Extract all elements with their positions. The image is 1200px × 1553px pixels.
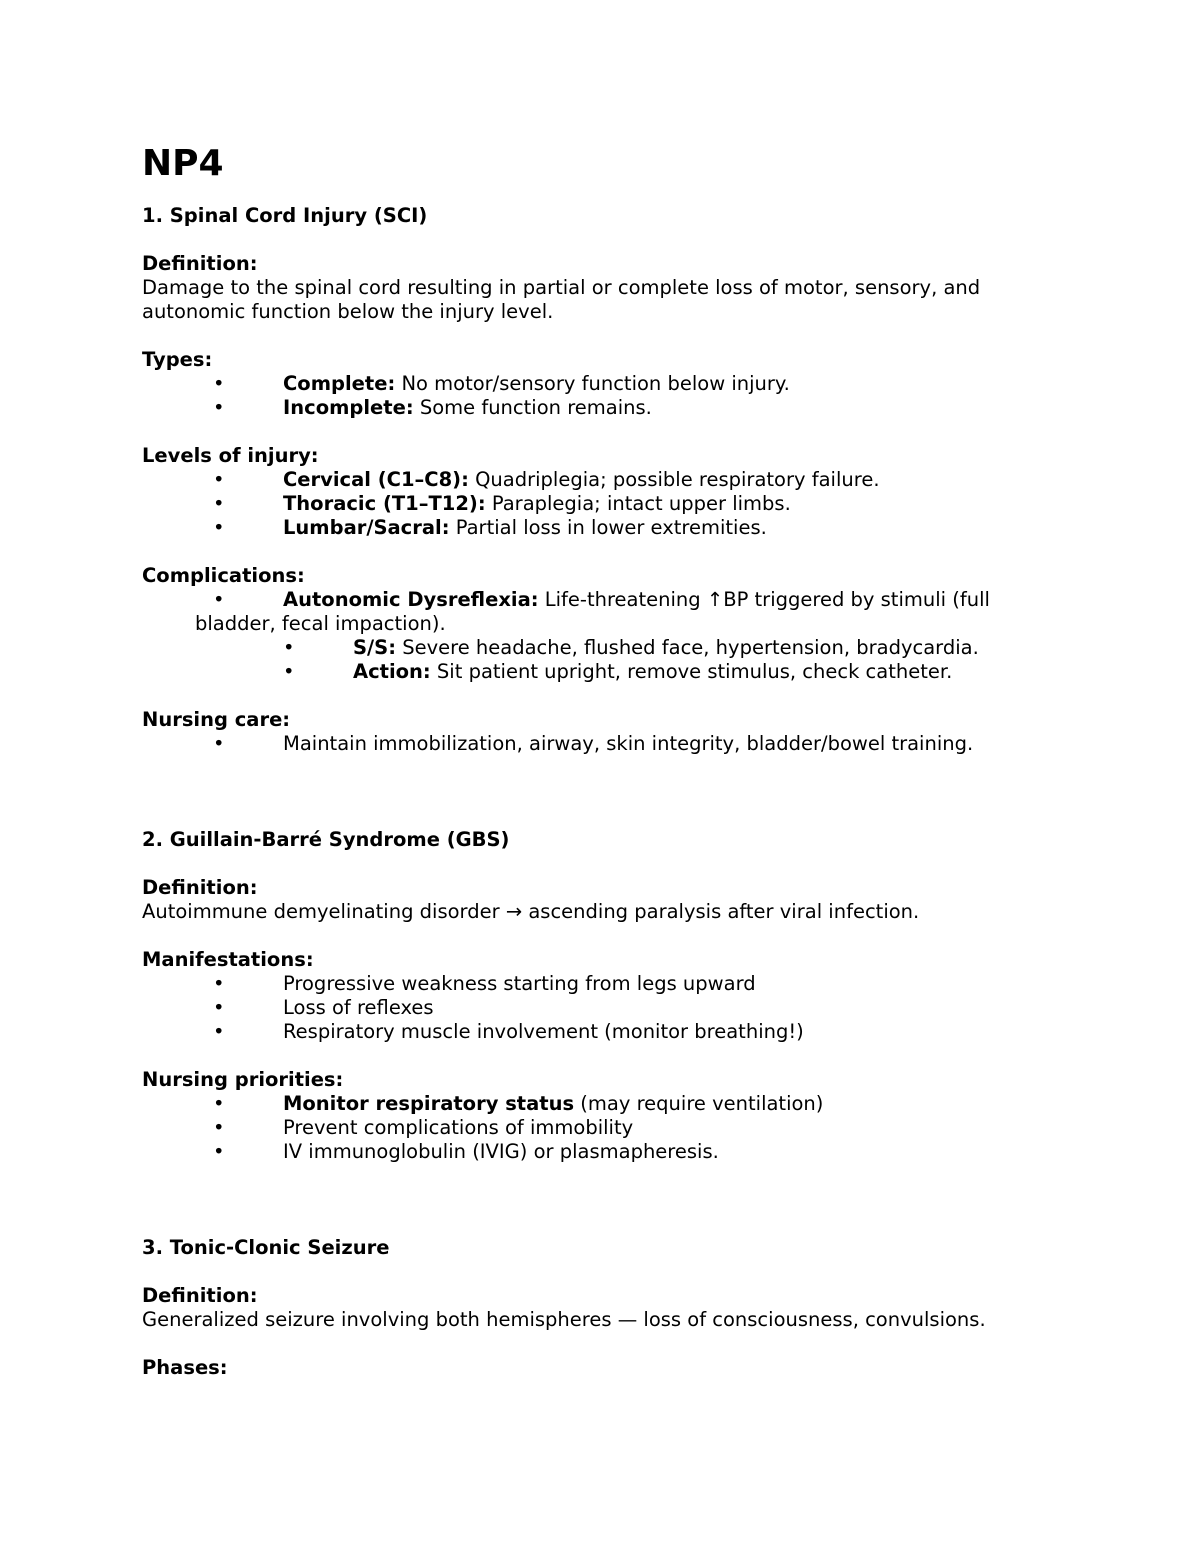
item-text: IV immunoglobulin (IVIG) or plasmapheresis. <box>283 1140 719 1163</box>
list-item <box>142 996 1082 1020</box>
bullet: • <box>213 588 225 611</box>
document-title: NP4 <box>142 143 224 184</box>
list-item <box>142 492 1082 516</box>
item-text: Severe headache, flushed face, hypertension, bradycardia. <box>396 636 979 659</box>
item-text: (may require ventilation) <box>574 1092 824 1115</box>
sci-complications-label: Complications: <box>142 564 305 587</box>
list-item <box>142 468 1082 492</box>
item-text: Paraplegia; intact upper limbs. <box>485 492 791 515</box>
bullet: • <box>213 1020 225 1043</box>
bullet: • <box>213 372 225 395</box>
item-text: Maintain immobilization, airway, skin integrity, bladder/bowel training. <box>283 732 974 755</box>
sci-nursing-label: Nursing care: <box>142 708 291 731</box>
term: Complete: <box>283 372 396 395</box>
bullet: • <box>213 516 225 539</box>
item-text: Life-threatening ↑BP triggered by stimuli (full <box>538 588 990 611</box>
bullet: • <box>213 1092 225 1115</box>
sci-definition-line-1: Damage to the spinal cord resulting in partial or complete loss of motor, sensory, and <box>142 276 981 299</box>
bullet: • <box>283 636 295 659</box>
bullet: • <box>213 492 225 515</box>
sub-list-item <box>142 660 1082 684</box>
bullet: • <box>213 1140 225 1163</box>
sci-types-label: Types: <box>142 348 213 371</box>
item-text: Sit patient upright, remove stimulus, check catheter. <box>430 660 953 683</box>
list-item <box>142 1140 1082 1164</box>
tcs-phases-label: Phases: <box>142 1356 228 1379</box>
item-text: Prevent complications of immobility <box>283 1116 634 1139</box>
list-item <box>142 1092 1082 1116</box>
bullet: • <box>213 1116 225 1139</box>
list-item <box>142 732 1082 756</box>
bullet: • <box>213 396 225 419</box>
tcs-definition-label: Definition: <box>142 1284 258 1307</box>
sci-definition-label: Definition: <box>142 252 258 275</box>
term: Thoracic (T1–T12): <box>283 492 486 515</box>
spacer <box>142 1164 1082 1236</box>
list-item <box>142 1020 1082 1044</box>
list-item <box>142 372 1082 396</box>
gbs-manifestations-label: Manifestations: <box>142 948 314 971</box>
list-item-continuation: bladder, fecal impaction). <box>195 612 446 635</box>
term: Autonomic Dysreflexia: <box>283 588 539 611</box>
item-text: Progressive weakness starting from legs upward <box>283 972 756 995</box>
bullet: • <box>213 468 225 491</box>
list-item <box>142 396 1082 420</box>
sub-list-item <box>142 636 1082 660</box>
item-text: No motor/sensory function below injury. <box>395 372 790 395</box>
term: S/S: <box>353 636 397 659</box>
sci-definition-line-2: autonomic function below the injury level. <box>142 300 554 323</box>
section-heading-tcs: 3. Tonic-Clonic Seizure <box>142 1236 390 1259</box>
list-item <box>142 972 1082 996</box>
term: Action: <box>353 660 431 683</box>
bullet: • <box>283 660 295 683</box>
section-heading-gbs: 2. Guillain-Barré Syndrome (GBS) <box>142 828 510 851</box>
item-text: Some function remains. <box>413 396 652 419</box>
gbs-definition: Autoimmune demyelinating disorder → ascending paralysis after viral infection. <box>142 900 920 923</box>
gbs-priorities-label: Nursing priorities: <box>142 1068 344 1091</box>
list-item <box>142 588 1082 612</box>
list-item <box>142 516 1082 540</box>
bullet: • <box>213 972 225 995</box>
tcs-definition: Generalized seizure involving both hemispheres — loss of consciousness, convulsions. <box>142 1308 986 1331</box>
bullet: • <box>213 732 225 755</box>
section-heading-sci: 1. Spinal Cord Injury (SCI) <box>142 204 428 227</box>
item-text: Loss of reflexes <box>283 996 434 1019</box>
item-text: Partial loss in lower extremities. <box>449 516 767 539</box>
bullet: • <box>213 996 225 1019</box>
item-text: Quadriplegia; possible respiratory failure. <box>468 468 880 491</box>
document-content <box>142 138 1082 1380</box>
item-text: Respiratory muscle involvement (monitor breathing!) <box>283 1020 804 1043</box>
term: Incomplete: <box>283 396 414 419</box>
term: Monitor respiratory status <box>283 1092 575 1115</box>
sci-levels-label: Levels of injury: <box>142 444 319 467</box>
spacer <box>142 756 1082 828</box>
term: Lumbar/Sacral: <box>283 516 450 539</box>
term: Cervical (C1–C8): <box>283 468 469 491</box>
gbs-definition-label: Definition: <box>142 876 258 899</box>
list-item <box>142 1116 1082 1140</box>
